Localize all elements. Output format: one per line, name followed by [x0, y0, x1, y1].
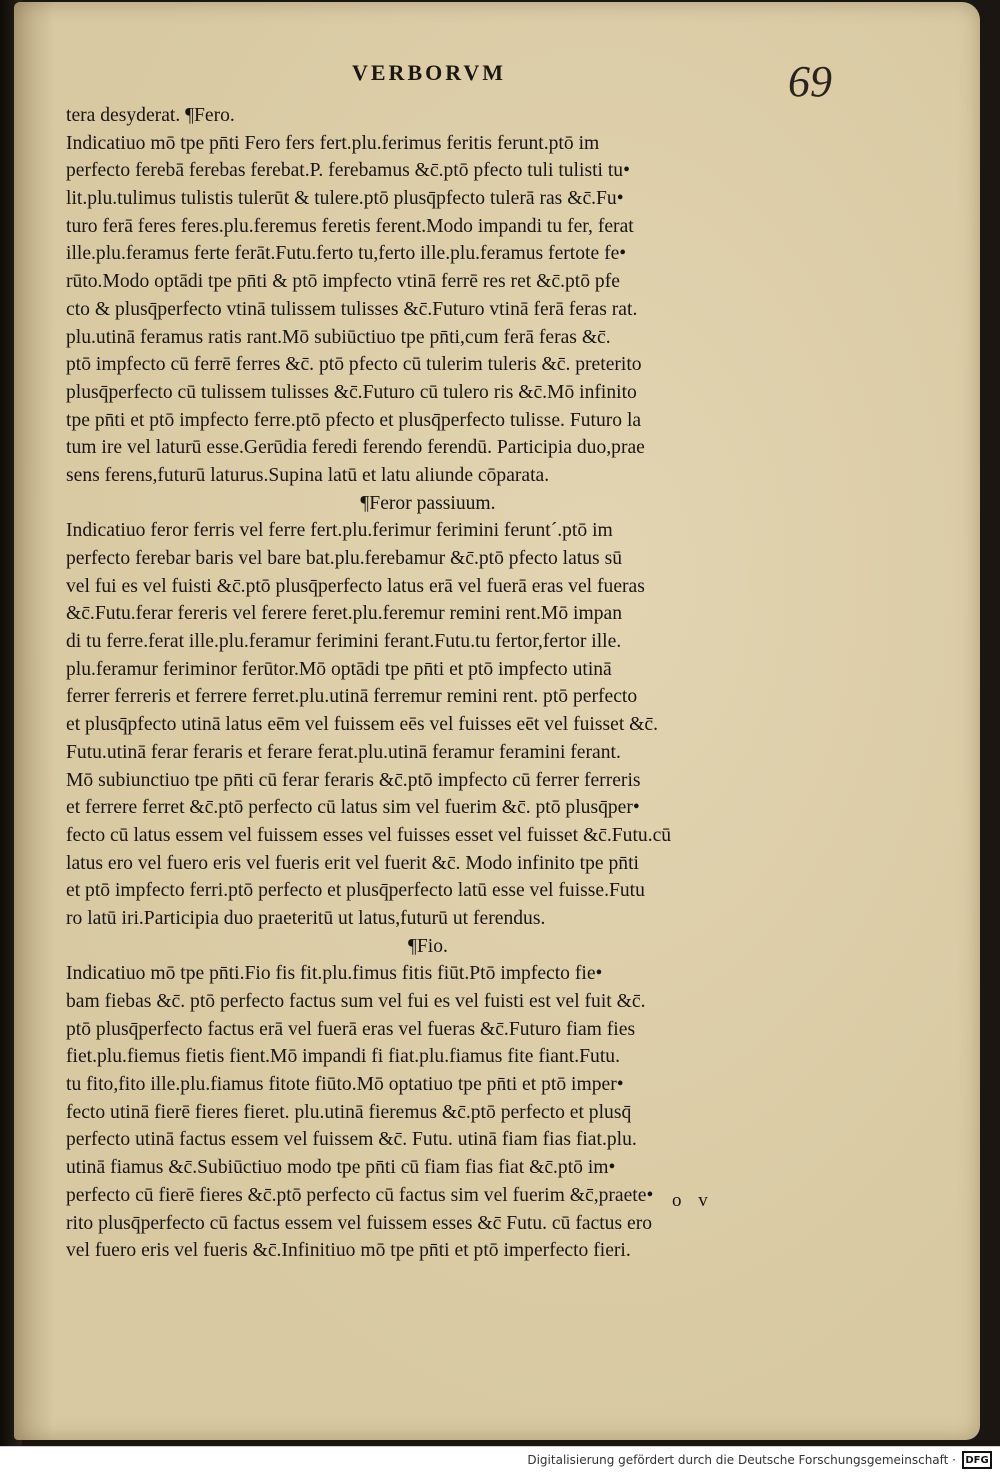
text-line: utinā fiamus &c̄.Subiūctiuo modo tpe pn̄ti cū fiam fias fiat &c̄.ptō im•: [66, 1157, 616, 1179]
text-line: turo ferā feres feres.plu.feremus feretis ferent.Modo impandi tu fer, ferat: [66, 215, 634, 237]
text-line: vel fuero eris vel fueris &c̄.Infinitiuo mō tpe pn̄ti et ptō imperfecto fieri.: [66, 1240, 631, 1262]
body-text: [66, 102, 790, 1265]
dfg-logo: DFG: [962, 1451, 992, 1469]
text-line: tera desyderat. ¶Fero.: [66, 105, 235, 126]
text-line: Indicatiuo mō tpe pn̄ti.Fio fis fit.plu.fimus fitis fiūt.Ptō impfecto fie•: [66, 963, 603, 985]
footer-credit: Digitalisierung gefördert durch die Deutsche Forschungsgemeinschaft ·: [527, 1453, 956, 1467]
text-line: ¶Feror passiuum.: [360, 492, 496, 514]
text-line: et ptō impfecto ferri.ptō perfecto et plusq̄perfecto latū esse vel fuisse.Futu: [66, 880, 645, 902]
folio-number: 69: [788, 57, 832, 106]
text-line: et plusq̄pfecto utinā latus eēm vel fuissem eēs vel fuisses eēt vel fuisset &c̄.: [66, 714, 659, 736]
text-line: di tu ferre.ferat ille.plu.feramur ferimini ferant.Futu.tu fertor,fertor ille.: [66, 631, 622, 653]
running-head: VERBORVM: [352, 60, 507, 85]
text-line: lit.plu.tulimus tulistis tulerūt & tulere.ptō plusq̄pfecto tulerā ras &c̄.Fu•: [66, 188, 624, 210]
text-line: fecto cū latus essem vel fuissem esses vel fuisses esset vel fuisset &c̄.Futu.cū: [66, 824, 672, 846]
text-line: sens ferens,futurū laturus.Supina latū et latu aliunde cōparata.: [66, 464, 550, 486]
text-line: perfecto ferebā ferebas ferebat.P. ferebamus &c̄.ptō pfecto tuli tulisti tu•: [66, 160, 630, 182]
text-line: perfecto ferebar baris vel bare bat.plu.ferebamur &c̄.ptō pfecto latus sū: [66, 548, 622, 569]
text-line: tpe pn̄ti et ptō impfecto ferre.ptō pfecto et plusq̄perfecto tulisse. Futuro la: [66, 409, 642, 431]
text-line: et ferrere ferret &c̄.ptō perfecto cū latus sim vel fuerim &c̄. ptō plusq̄per•: [66, 797, 640, 819]
text-line: Mō subiunctiuo tpe pn̄ti cū ferar feraris &c̄.ptō impfecto cū ferrer ferreris: [66, 769, 641, 791]
text-line: ille.plu.feramus ferte ferāt.Futu.ferto tu,ferto ille.plu.feramus fertote fe•: [66, 243, 627, 265]
text-line: cto & plusq̄perfecto vtinā tulissem tulisses &c̄.Futuro vtinā ferā feras rat.: [66, 298, 638, 320]
text-line: perfecto cū fierē fieres &c̄.ptō perfecto cū factus sim vel fuerim &c̄,praete•: [66, 1184, 654, 1206]
text-line: rūto.Modo optādi tpe pn̄ti & ptō impfecto vtinā ferrē res ret &c̄.ptō pfe: [66, 271, 620, 293]
text-line: plu.utinā feramus ratis rant.Mō subiūctiuo tpe pn̄ti,cum ferā feras &c̄.: [66, 326, 611, 348]
text-line: perfecto utinā factus essem vel fuissem &c̄. Futu. utinā fiam fias fiat.plu.: [66, 1129, 637, 1151]
text-line: vel fui es vel fuisti &c̄.ptō plusq̄perfecto latus erā vel fuerā eras vel fueras: [66, 575, 645, 597]
text-line: Indicatiuo feror ferris vel ferre fert.plu.ferimur ferimini feruntˊ.ptō im: [66, 520, 613, 542]
text-line: latus ero vel fuero eris vel fueris erit vel fuerit &c̄. Modo infinito tpe pn̄ti: [66, 852, 639, 874]
text-line: ¶Fio.: [408, 935, 448, 957]
text-line: &c̄.Futu.ferar fereris vel ferere feret.plu.feremur remini rent.Mō impan: [66, 603, 622, 625]
text-line: fecto utinā fierē fieres fieret. plu.utinā fieremus &c̄.ptō perfecto et plusq̄: [66, 1101, 632, 1123]
text-line: fiet.plu.fiemus fietis fient.Mō impandi fi fiat.plu.fiamus fite fiant.Futu.: [66, 1046, 620, 1068]
text-line: tum ire vel laturū esse.Gerūdia feredi ferendo ferendū. Participia duo,prae: [66, 437, 645, 459]
catchword: o v: [672, 1190, 714, 1211]
text-line: bam fiebas &c̄. ptō perfecto factus sum vel fui es vel fuisti est vel fuit &c̄.: [66, 991, 646, 1012]
text-line: ptō impfecto cū ferrē ferres &c̄. ptō pfecto cū tulerim tuleris &c̄. preterito: [66, 354, 642, 376]
text-line: Indicatiuo mō tpe pn̄ti Fero fers fert.plu.ferimus feritis ferunt.ptō im: [66, 132, 600, 154]
text-line: plusq̄perfecto cū tulissem tulisses &c̄.Futuro cū tulero ris &c̄.Mō infinito: [66, 381, 637, 403]
text-line: ferrer ferreris et ferrere ferret.plu.utinā ferremur remini rent. ptō perfecto: [66, 686, 638, 708]
text-line: ptō plusq̄perfecto factus erā vel fuerā eras vel fueras &c̄.Futuro fiam fies: [66, 1018, 636, 1040]
text-line: tu fito,fito ille.plu.fiamus fitote fiūto.Mō optatiuo tpe pn̄ti et ptō imper•: [66, 1074, 624, 1096]
text-line: Futu.utinā ferar feraris et ferare ferat.plu.utinā feramur feramini ferant.: [66, 741, 621, 763]
text-line: plu.feramur feriminor ferūtor.Mō optādi tpe pn̄ti et ptō impfecto utinā: [66, 658, 612, 680]
text-line: ro latū iri.Participia duo praeteritū ut latus,futurū ut ferendus.: [66, 907, 546, 929]
footer-bar: [0, 1446, 1000, 1475]
text-line: rito plusq̄perfecto cū factus essem vel fuissem esses &c̄ Futu. cū factus ero: [66, 1212, 653, 1234]
